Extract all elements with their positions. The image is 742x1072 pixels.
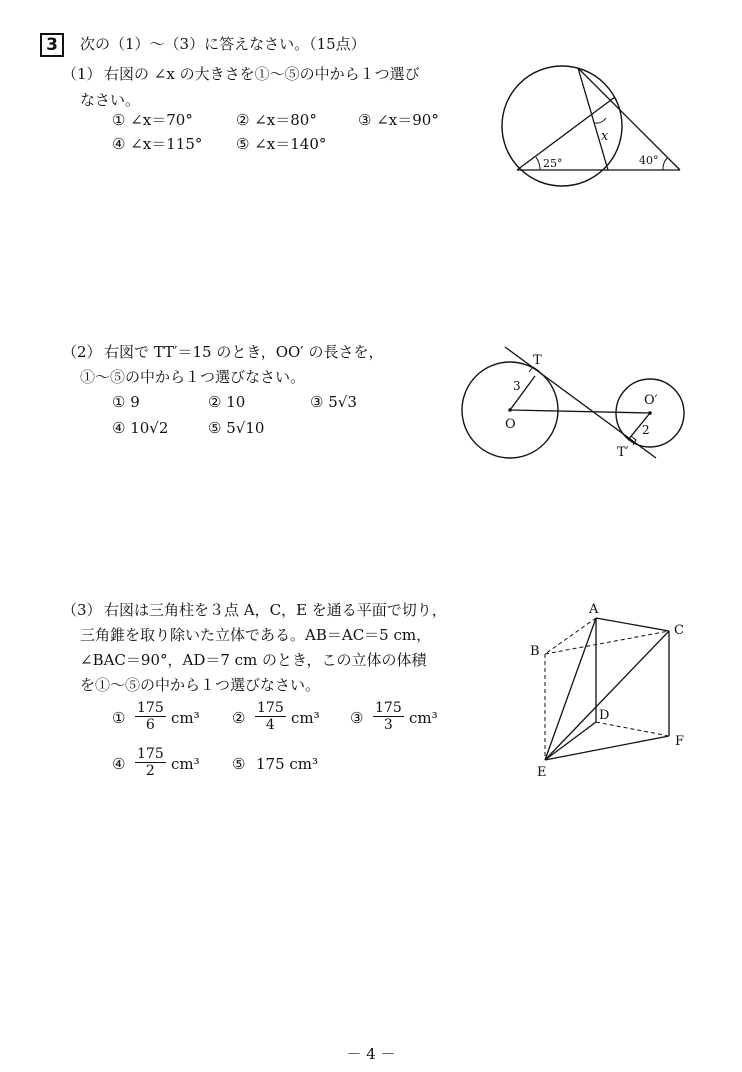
q3-option-4-fraction[interactable] [135, 746, 166, 779]
question-number-box: 3 [40, 33, 64, 57]
q3-figure [520, 595, 700, 780]
section-instruction: 次の（1）～（3）に答えなさい。（15点） [80, 35, 366, 53]
q2-label: （2） [62, 343, 102, 361]
q3-edge-ce [545, 631, 669, 760]
q2-label-o: O [505, 417, 516, 432]
q3-option-1-fraction[interactable] [135, 700, 166, 733]
q1-option-4[interactable]: ④ ∠x＝115° [112, 135, 203, 153]
q1-angle-a: 25° [543, 157, 563, 170]
q3-text-line4: を①～⑤の中から１つ選びなさい。 [80, 676, 321, 694]
q3-option-1-den: 6 [145, 717, 155, 733]
q3-option-1-unit: cm³ [171, 709, 200, 727]
q3-option-1-num: 175 [137, 700, 164, 716]
q2-label-t2: T′ [617, 445, 629, 460]
q3-edge-df [596, 722, 669, 736]
q2-option-5[interactable]: ⑤ 5√10 [208, 419, 265, 437]
q3-option-4-unit: cm³ [171, 755, 200, 773]
q2-label-o2: O′ [644, 393, 658, 408]
q1-arc-x [595, 118, 606, 123]
q3-label-c: C [674, 623, 684, 638]
q3-edge-ae [545, 618, 596, 760]
q3-option-5-mark[interactable]: ⑤ [232, 755, 246, 773]
q3-option-3-den: 3 [383, 717, 393, 733]
q3-option-2-fraction[interactable] [255, 700, 286, 733]
q3-label-b: B [530, 644, 540, 659]
q3-option-1-mark[interactable]: ① [112, 709, 126, 727]
q2-option-3[interactable]: ③ 5√3 [310, 393, 357, 411]
q3-option-3-mark[interactable]: ③ [350, 709, 364, 727]
q2-option-4[interactable]: ④ 10√2 [112, 419, 169, 437]
q3-edge-ac [596, 618, 669, 631]
q3-label-a: A [589, 602, 599, 617]
q3-edge-ef [545, 736, 669, 760]
q3-text-line1: 右図は三角柱を３点 A，C，E を通る平面で切り， [104, 601, 447, 619]
q3-option-5-text: 175 cm³ [256, 755, 319, 773]
q1-option-3[interactable]: ③ ∠x＝90° [358, 111, 439, 129]
q3-option-3-unit: cm³ [409, 709, 438, 727]
q3-option-2-mark[interactable]: ② [232, 709, 246, 727]
q1-text-line2: なさい。 [80, 91, 141, 109]
q3-option-3-fraction[interactable] [373, 700, 404, 733]
q3-option-4-num: 175 [137, 746, 164, 762]
q1-angle-x: x [601, 129, 609, 144]
page-number: － 4 － [346, 1045, 396, 1063]
q1-angle-b: 40° [639, 154, 659, 167]
q2-label-t: T [533, 353, 542, 368]
q3-option-2-num: 175 [257, 700, 284, 716]
q3-label-d: D [599, 708, 610, 723]
q2-text-line1: 右図で TT′＝15 のとき，OO′ の長さを， [104, 343, 384, 361]
q2-point-o [508, 408, 512, 412]
q3-option-2-den: 4 [265, 717, 275, 733]
q1-text-line1: 右図の ∠x の大きさを①～⑤の中から１つ選び [104, 65, 420, 83]
q3-edge-de [545, 722, 596, 760]
q1-arc-25 [536, 157, 540, 170]
q1-option-5[interactable]: ⑤ ∠x＝140° [236, 135, 327, 153]
q3-text-line3: ∠BAC＝90°，AD＝7 cm のとき，この立体の体積 [80, 651, 427, 669]
q3-option-3-num: 175 [375, 700, 402, 716]
q2-figure [455, 335, 700, 465]
q2-text-line2: ①～⑤の中から１つ選びなさい。 [80, 368, 306, 386]
q3-option-2-unit: cm³ [291, 709, 320, 727]
q3-text-line2: 三角錐を取り除いた立体である。AB＝AC＝5 cm， [80, 626, 432, 644]
q3-option-4-den: 2 [145, 763, 155, 779]
q2-point-o2 [648, 411, 652, 415]
q1-option-1[interactable]: ① ∠x＝70° [112, 111, 193, 129]
q3-label-f: F [675, 734, 685, 749]
q2-label-r2: 2 [642, 423, 650, 437]
q2-tangent-line [505, 347, 656, 458]
q1-option-2[interactable]: ② ∠x＝80° [236, 111, 317, 129]
q2-option-1[interactable]: ① 9 [112, 393, 140, 411]
q3-edge-ab [545, 618, 596, 654]
q3-option-4-mark[interactable]: ④ [112, 755, 126, 773]
q2-label-r1: 3 [513, 379, 521, 393]
q2-option-2[interactable]: ② 10 [208, 393, 246, 411]
q1-label: （1） [62, 65, 102, 83]
q1-arc-40 [663, 158, 667, 170]
q3-label: （3） [62, 601, 102, 619]
q2-segment-oo2 [510, 410, 650, 413]
q1-figure [490, 60, 690, 190]
q3-label-e: E [537, 765, 547, 780]
